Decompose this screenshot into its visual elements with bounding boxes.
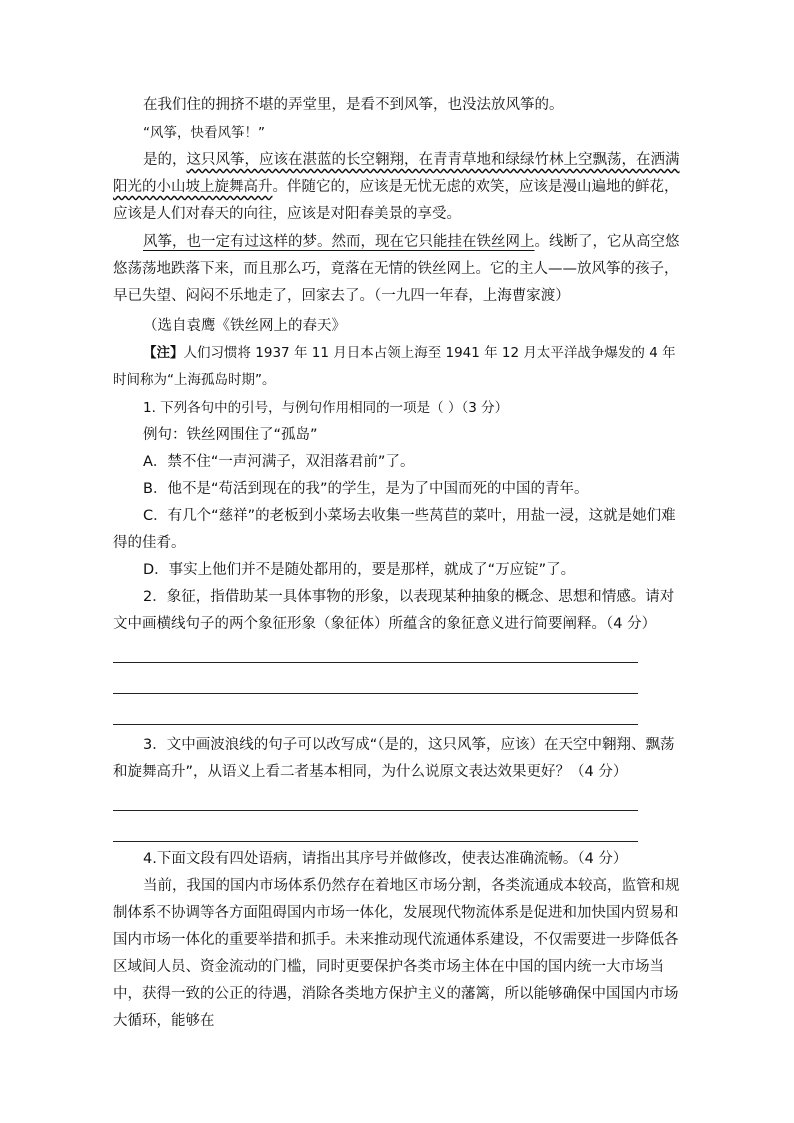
answer-line[interactable] bbox=[113, 841, 638, 842]
answer-line[interactable] bbox=[113, 810, 638, 811]
p3-rest: 。伴随它的，应该是无忧无虑的欢笑，应该是漫山遍地的鲜花，应该是人们对春天的向往，应该是对阳春美景的享受。 bbox=[113, 179, 679, 222]
question-1-option-a: A．禁不住“一声河满子，双泪落君前”了。 bbox=[143, 454, 415, 470]
question-1: 1. 下列各句中的引号，与例句作用相同的一项是（ ）（3 分） bbox=[143, 400, 509, 416]
passage-paragraph-2: “风筝，快看风筝！” bbox=[143, 125, 265, 141]
question-4-passage: 当前，我国的国内市场体系仍然存在着地区市场分割，各类流通成本较高，监管和规制体系不协调等各方面阻碍国内市场一体化，发展现代物流体系是促进和加快国内贸易和国内市场一体化的重要举措和抓手。未来推动现代流通体系建设，不仅需要进一步降低各区域间人员、资金流动的门槛，同时更要保护各类市场主体在中国的国内统一大市场当中，获得一致的公正的待遇，消除各类地方保护主义的藩篱，所以能够确保中国国内市场大循环，能够在 bbox=[113, 878, 680, 1029]
answer-line[interactable] bbox=[113, 662, 638, 663]
underlined-sentence: 风筝，也一定有过这样的梦。然而，现在它只能挂在铁丝网上 bbox=[143, 234, 535, 250]
question-1-option-b: B．他不是“苟活到现在的我”的学生，是为了中国而死的中国的青年。 bbox=[143, 481, 589, 497]
passage-note bbox=[113, 340, 683, 394]
passage-paragraph-1: 在我们住的拥挤不堪的弄堂里，是看不到风筝，也没法放风筝的。 bbox=[143, 97, 564, 113]
passage-source: （选自袁鹰《铁丝网上的春天》 bbox=[143, 318, 346, 334]
p3-lead: 是的， bbox=[143, 152, 187, 168]
answer-line[interactable] bbox=[113, 724, 638, 725]
question-4: 4.下面文段有四处语病，请指出其序号并做修改，使表达准确流畅。（4 分） bbox=[143, 851, 628, 867]
passage-paragraph-4 bbox=[113, 229, 683, 310]
question-2: 2．象征，指借助某一具体事物的形象，以表现某种抽象的概念、思想和情感。请对文中画横线句子的两个象征形象（象征体）所蕴含的象征意义进行简要阐释。（4 分） bbox=[113, 589, 675, 632]
question-3: 3．文中画波浪线的句子可以改写成“（是的，这只风筝，应该）在天空中翱翔、飘荡和旋舞高升”，从语义上看二者基本相同，为什么说原文表达效果更好？（4 分） bbox=[113, 737, 675, 780]
question-1-option-d: D．事实上他们并不是随处都用的，要是那样，就成了“万应锭”了。 bbox=[143, 562, 576, 578]
answer-line[interactable] bbox=[113, 693, 638, 694]
p4-rest: 。线断了，它从高空悠悠荡荡地跌落下来，而且那么巧，竟落在无情的铁丝网上。它的主人——放风筝的孩子，早已失望、闷闷不乐地走了，回家去了。（一九四一年春，上海曹家渡） bbox=[113, 234, 680, 304]
note-text: 人们习惯将 1937 年 11 月日本占领上海至 1941 年 12 月太平洋战争爆发的 4 年时间称为“上海孤岛时期”。 bbox=[113, 345, 676, 388]
question-1-option-c: C．有几个“慈祥”的老板到小菜场去收集一些莴苣的菜叶，用盐一浸，这就是她们难得的佳肴。 bbox=[113, 508, 676, 551]
passage-paragraph-3 bbox=[113, 147, 683, 228]
question-1-example: 例句：铁丝网围住了“孤岛” bbox=[143, 427, 318, 443]
wavy-underlined-sentence: 这只风筝，应该在湛蓝的长空翱翔，在青青草地和绿绿竹林上空飘荡，在洒满阳光的小山坡上旋舞高升 bbox=[113, 152, 680, 195]
note-label: 【注】 bbox=[143, 345, 184, 361]
